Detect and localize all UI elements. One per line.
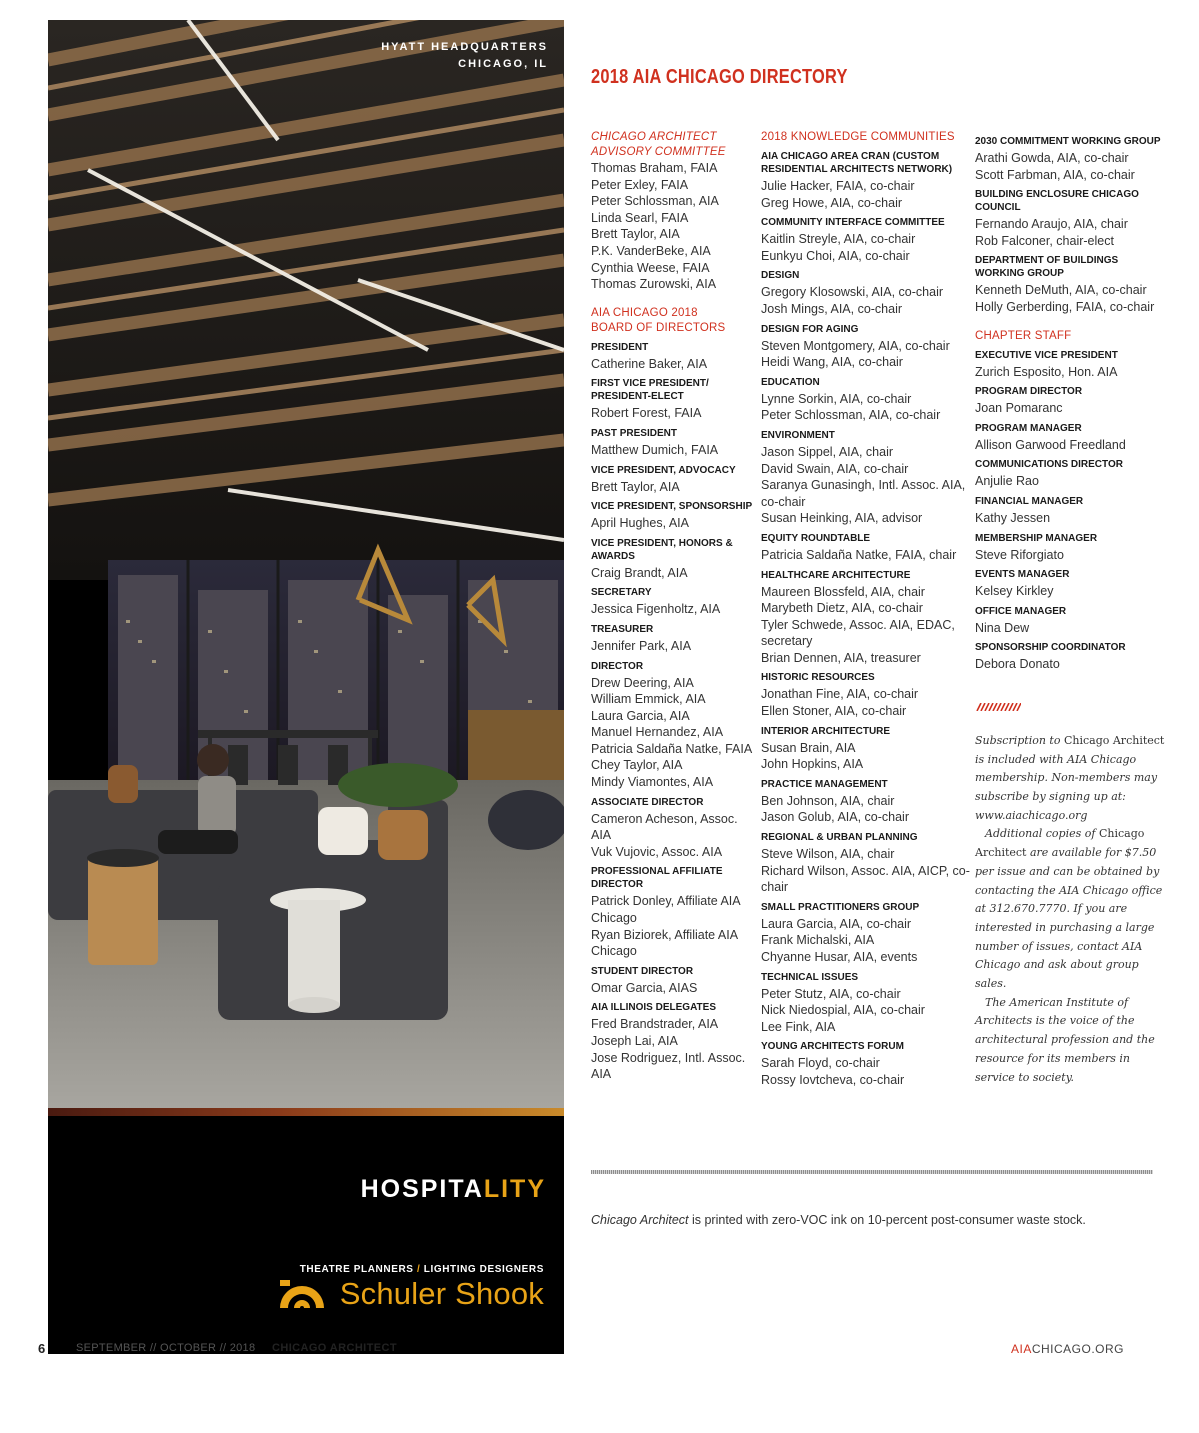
red-hatch-ornament xyxy=(975,703,1021,711)
member-name: Manuel Hernandez, AIA xyxy=(591,725,724,740)
member-name: Craig Brandt, AIA xyxy=(591,565,688,580)
role-heading: HEALTHCARE ARCHITECTURE xyxy=(761,569,911,581)
member-name: Kenneth DeMuth, AIA, co-chair xyxy=(975,283,1147,298)
member-name: Steve Riforgiato xyxy=(975,547,1064,562)
member-name: Lynne Sorkin, AIA, co-chair xyxy=(761,391,912,406)
member-name: Robert Forest, FAIA xyxy=(591,406,702,421)
advisory-committee-heading xyxy=(591,130,759,160)
member-name: Rossy Iovtcheva, co-chair xyxy=(761,1072,905,1087)
role-heading: REGIONAL & URBAN PLANNING xyxy=(761,832,918,844)
member-name: Drew Deering, AIA xyxy=(591,675,694,690)
member-name: Peter Stutz, AIA, co-chair xyxy=(761,986,901,1001)
ad-brand-name: Schuler Shook xyxy=(339,1276,544,1311)
member-name: Greg Howe, AIA, co-chair xyxy=(761,195,903,210)
tagline-separator: / xyxy=(416,1264,421,1275)
role-heading: MEMBERSHIP MANAGER xyxy=(975,532,1098,544)
schuler-shook-ad xyxy=(48,20,564,1354)
additional-copies-paragraph xyxy=(975,825,1165,993)
tagline-part-a: THEATRE PLANNERS xyxy=(299,1264,414,1275)
ad-headline xyxy=(361,1175,546,1204)
ad-photo-hyatt-lounge xyxy=(48,20,564,1110)
role-heading: DEPARTMENT OF BUILDINGS WORKING GROUP xyxy=(975,255,1119,280)
board-heading-line1: AIA CHICAGO 2018 xyxy=(591,306,698,319)
member-name: Jose Rodriguez, Intl. Assoc. AIA xyxy=(591,1050,746,1082)
caption-city: CHICAGO, IL xyxy=(458,58,548,70)
member-name: Susan Heinking, AIA, advisor xyxy=(761,511,923,526)
member-name: Josh Mings, AIA, co-chair xyxy=(761,301,903,316)
aia-mission-paragraph: The American Institute of Architects is the voice of the architectural profession and the resource for its members in service to society. xyxy=(975,995,1155,1084)
role-heading: EVENTS MANAGER xyxy=(975,569,1070,581)
role-heading: SPONSORSHIP COORDINATOR xyxy=(975,642,1126,654)
member-name: Richard Wilson, Assoc. AIA, AICP, co-chair xyxy=(761,863,970,895)
ad-tagline xyxy=(300,1264,544,1275)
member-name: Peter Schlossman, AIA xyxy=(591,194,719,209)
advisory-heading-line1: CHICAGO ARCHITECT xyxy=(591,131,717,143)
member-name: Zurich Esposito, Hon. AIA xyxy=(975,364,1118,379)
ink-note-text: is printed with zero-VOC ink on 10-percent post-consumer waste stock. xyxy=(688,1213,1086,1227)
member-name: Ben Johnson, AIA, chair xyxy=(761,793,895,808)
advisory-committee-list xyxy=(591,160,759,293)
role-heading: EQUITY ROUNDTABLE xyxy=(761,532,871,544)
board-of-directors-list xyxy=(591,341,759,1083)
magazine-name: CHICAGO ARCHITECT xyxy=(272,1342,397,1354)
member-name: Kathy Jessen xyxy=(975,510,1051,525)
member-name: Joseph Lai, AIA xyxy=(591,1034,678,1048)
member-name: Chyanne Husar, AIA, events xyxy=(761,950,918,964)
role-heading: EDUCATION xyxy=(761,376,820,388)
role-heading: OFFICE MANAGER xyxy=(975,605,1067,617)
member-name: Catherine Baker, AIA xyxy=(591,356,708,371)
member-name: Saranya Gunasingh, Intl. Assoc. AIA, co-chair xyxy=(761,478,966,509)
member-name: Lee Fink, AIA xyxy=(761,1019,836,1034)
member-name: Heidi Wang, AIA, co-chair xyxy=(761,355,903,370)
member-name: Jason Sippel, AIA, chair xyxy=(761,444,894,459)
member-name: Jessica Figenholtz, AIA xyxy=(591,602,721,617)
member-name: Debora Donato xyxy=(975,657,1060,672)
member-name: Matthew Dumich, FAIA xyxy=(591,442,719,457)
member-name: William Emmick, AIA xyxy=(591,692,706,707)
member-name: Cameron Acheson, Assoc. AIA xyxy=(591,811,738,843)
issue-date: SEPTEMBER // OCTOBER // 2018 xyxy=(76,1342,256,1354)
member-name: Eunkyu Choi, AIA, co-chair xyxy=(761,248,910,263)
role-heading: DIRECTOR xyxy=(591,660,644,672)
role-heading: PRACTICE MANAGEMENT xyxy=(761,778,888,790)
website-accent: AIA xyxy=(1010,1342,1032,1356)
role-heading: FINANCIAL MANAGER xyxy=(975,495,1084,507)
member-name: Nick Niedospial, AIA, co-chair xyxy=(761,1003,925,1018)
copies-text-c: are available for $7.50 per issue and can be obtained by contacting the AIA Chicago office at 312.670.7770. If you are interested in purchasing a large number of issues, contact AIA Chicago and ask about group sales. xyxy=(975,846,1163,991)
schuler-shook-logo-icon xyxy=(276,1268,328,1310)
role-heading: PROFESSIONAL AFFILIATE DIRECTOR xyxy=(591,866,723,891)
member-name: Brian Dennen, AIA, treasurer xyxy=(761,650,921,665)
role-heading: DESIGN FOR AGING xyxy=(761,323,859,335)
board-heading-line2: BOARD OF DIRECTORS xyxy=(591,321,726,334)
role-heading: PRESIDENT xyxy=(591,341,649,353)
role-heading: EXECUTIVE VICE PRESIDENT xyxy=(975,349,1118,361)
role-heading: STUDENT DIRECTOR xyxy=(591,965,694,977)
role-heading: PAST PRESIDENT xyxy=(591,427,677,439)
subscription-paragraph xyxy=(975,732,1165,826)
role-heading: 2030 COMMITMENT WORKING GROUP xyxy=(975,136,1161,147)
role-heading: BUILDING ENCLOSURE CHICAGO COUNCIL xyxy=(975,189,1139,214)
ink-note xyxy=(591,1213,1086,1227)
role-heading: HISTORIC RESOURCES xyxy=(761,672,875,684)
advisory-heading-line2: ADVISORY COMMITTEE xyxy=(591,146,726,158)
chapter-staff-heading: CHAPTER STAFF xyxy=(975,329,1072,342)
member-name: Cynthia Weese, FAIA xyxy=(591,260,710,275)
role-heading: INTERIOR ARCHITECTURE xyxy=(761,725,891,737)
page-number: 6 xyxy=(38,1341,46,1356)
role-heading: SECRETARY xyxy=(591,587,652,599)
member-name: Marybeth Dietz, AIA, co-chair xyxy=(761,601,923,616)
member-name: Kelsey Kirkley xyxy=(975,584,1054,599)
member-name: Laura Garcia, AIA xyxy=(591,708,690,723)
member-name: Scott Farbman, AIA, co-chair xyxy=(975,167,1135,182)
member-name: Laura Garcia, AIA, co-chair xyxy=(761,916,912,931)
member-name: Jonathan Fine, AIA, co-chair xyxy=(761,687,919,702)
role-heading: TREASURER xyxy=(591,623,654,635)
role-heading: ENVIRONMENT xyxy=(761,429,835,441)
copies-mag-name: Chicago Architect xyxy=(975,827,1145,860)
member-name: Thomas Braham, FAIA xyxy=(591,161,718,175)
tagline-part-b: LIGHTING DESIGNERS xyxy=(423,1264,544,1275)
member-name: Allison Garwood Freedland xyxy=(975,437,1126,452)
member-name: Brett Taylor, AIA xyxy=(591,227,680,242)
page-footer xyxy=(0,1341,1199,1361)
directory-column-3 xyxy=(975,130,1165,1087)
website-link[interactable] xyxy=(1011,1342,1124,1356)
directory-column-1 xyxy=(591,130,759,1083)
member-name: Steve Wilson, AIA, chair xyxy=(761,847,895,862)
member-name: Fernando Araujo, AIA, chair xyxy=(975,217,1128,232)
member-name: Ellen Stoner, AIA, co-chair xyxy=(761,704,907,719)
role-heading: ASSOCIATE DIRECTOR xyxy=(591,796,704,808)
role-heading: COMMUNICATIONS DIRECTOR xyxy=(975,459,1123,471)
website-rest: CHICAGO.ORG xyxy=(1031,1342,1124,1356)
member-name: Arathi Gowda, AIA, co-chair xyxy=(975,151,1129,165)
member-name: P.K. VanderBeke, AIA xyxy=(591,243,711,258)
member-name: Sarah Floyd, co-chair xyxy=(761,1056,880,1071)
chapter-staff-list xyxy=(975,349,1165,673)
ad-headline-part-a: HOSPITA xyxy=(360,1175,484,1203)
subscription-note xyxy=(975,732,1165,1087)
member-name: Patrick Donley, Affiliate AIA Chicago xyxy=(591,894,740,926)
role-heading: VICE PRESIDENT, SPONSORSHIP xyxy=(591,501,753,513)
member-name: Julie Hacker, FAIA, co-chair xyxy=(761,179,915,193)
role-heading: PROGRAM DIRECTOR xyxy=(975,386,1083,398)
ad-headline-part-b: LITY xyxy=(483,1175,546,1203)
member-name: Peter Exley, FAIA xyxy=(591,177,689,192)
member-name: Thomas Zurowski, AIA xyxy=(591,277,717,292)
member-name: Jennifer Park, AIA xyxy=(591,638,692,653)
knowledge-communities-list xyxy=(761,150,973,1089)
role-heading: VICE PRESIDENT, ADVOCACY xyxy=(591,464,736,476)
member-name: Rob Falconer, chair-elect xyxy=(975,233,1114,248)
subscription-mag-name: Chicago Architect xyxy=(1063,733,1165,747)
member-name: Jason Golub, AIA, co-chair xyxy=(761,810,909,825)
member-name: Anjulie Rao xyxy=(975,474,1039,489)
knowledge-communities-heading: 2018 KNOWLEDGE COMMUNITIES xyxy=(761,131,955,143)
member-name: Nina Dew xyxy=(975,620,1030,635)
member-name: Kaitlin Streyle, AIA, co-chair xyxy=(761,232,916,247)
member-name: Linda Searl, FAIA xyxy=(591,210,689,225)
role-heading: VICE PRESIDENT, HONORS & AWARDS xyxy=(591,537,733,562)
member-name: Maureen Blossfeld, AIA, chair xyxy=(761,584,925,599)
member-name: Patricia Saldaña Natke, FAIA, chair xyxy=(761,547,957,562)
member-name: Chey Taylor, AIA xyxy=(591,758,683,773)
member-name: Brett Taylor, AIA xyxy=(591,479,680,494)
member-name: Tyler Schwede, Assoc. AIA, EDAC, secretary xyxy=(761,617,955,649)
role-heading: PROGRAM MANAGER xyxy=(975,422,1082,434)
role-heading: SMALL PRACTITIONERS GROUP xyxy=(761,901,920,913)
member-name: April Hughes, AIA xyxy=(591,516,689,531)
member-name: Ryan Biziorek, Affiliate AIA Chicago xyxy=(591,927,738,959)
directory-column-2 xyxy=(761,130,973,1089)
member-name: Holly Gerberding, FAIA, co-chair xyxy=(975,299,1155,314)
photo-caption xyxy=(381,39,548,73)
copies-text-a: Additional copies of xyxy=(985,827,1099,841)
ink-note-mag-name: Chicago Architect xyxy=(591,1213,689,1227)
ad-gradient-stripe xyxy=(48,1108,564,1116)
member-name: Patricia Saldaña Natke, FAIA xyxy=(591,741,753,756)
role-heading: AIA ILLINOIS DELEGATES xyxy=(591,1002,717,1014)
caption-location-name: HYATT HEADQUARTERS xyxy=(381,41,548,53)
role-heading: TECHNICAL ISSUES xyxy=(761,971,859,983)
role-heading: FIRST VICE PRESIDENT/ PRESIDENT-ELECT xyxy=(591,378,709,403)
role-heading: YOUNG ARCHITECTS FORUM xyxy=(761,1041,904,1053)
directory-title: 2018 AIA CHICAGO DIRECTORY xyxy=(591,66,848,88)
member-name: Fred Brandstrader, AIA xyxy=(591,1017,719,1032)
member-name: Peter Schlossman, AIA, co-chair xyxy=(761,408,941,423)
member-name: Gregory Klosowski, AIA, co-chair xyxy=(761,285,944,300)
member-name: Vuk Vujovic, Assoc. AIA xyxy=(591,844,723,859)
member-name: Susan Brain, AIA xyxy=(761,740,856,755)
role-heading: AIA CHICAGO AREA CRAN (CUSTOM RESIDENTIAL ARCHITECTS NETWORK) xyxy=(761,151,953,175)
role-heading: DESIGN xyxy=(761,270,800,282)
member-name: David Swain, AIA, co-chair xyxy=(761,461,909,476)
subscription-text-c: is included with AIA Chicago membership. Non-members may subscribe by signing up at: www.aiachicago.org xyxy=(975,752,1158,822)
working-groups-list xyxy=(975,135,1165,316)
board-heading xyxy=(591,306,759,336)
member-name: John Hopkins, AIA xyxy=(761,757,864,772)
member-name: Joan Pomaranc xyxy=(975,401,1063,416)
member-name: Omar Garcia, AIAS xyxy=(591,980,698,995)
member-name: Frank Michalski, AIA xyxy=(761,933,875,948)
subscription-text-a: Subscription to xyxy=(975,733,1064,747)
section-divider xyxy=(591,1170,1153,1174)
role-heading: COMMUNITY INTERFACE COMMITTEE xyxy=(761,217,945,229)
member-name: Mindy Viamontes, AIA xyxy=(591,775,714,790)
member-name: Steven Montgomery, AIA, co-chair xyxy=(761,338,950,353)
